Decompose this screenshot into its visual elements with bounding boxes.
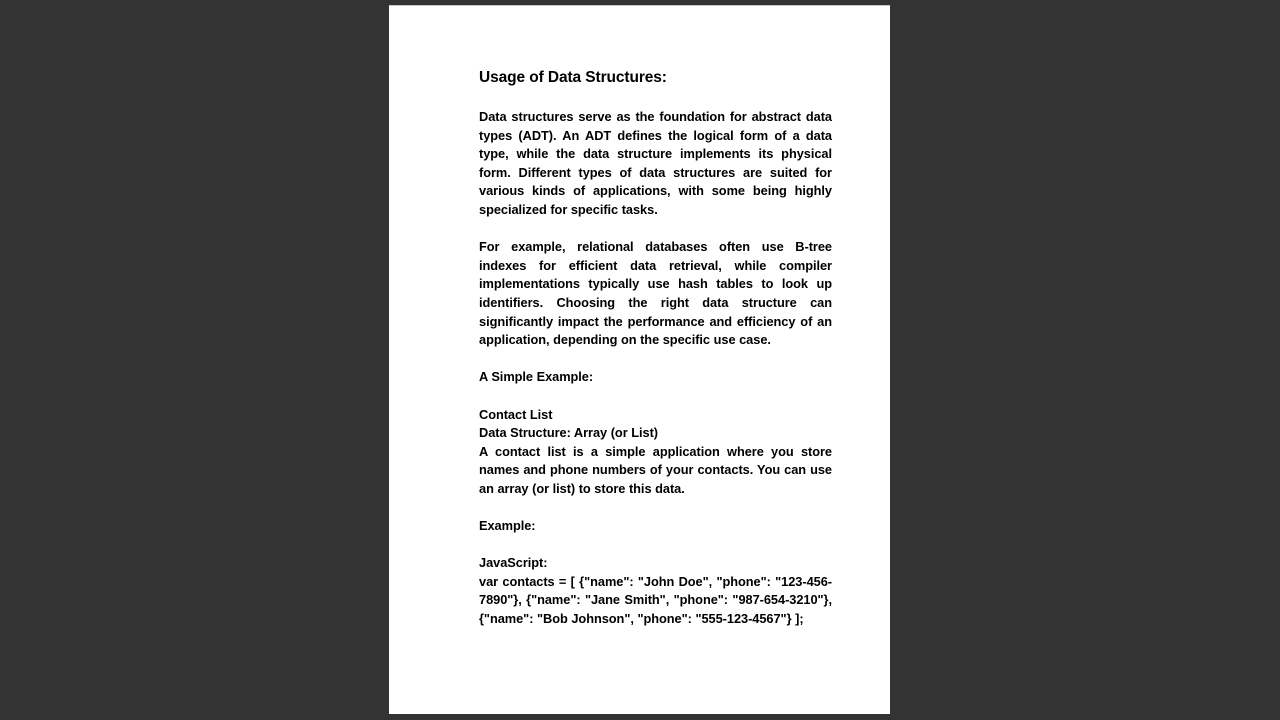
document-page xyxy=(389,5,890,714)
spacer-5 xyxy=(479,536,832,555)
paragraph-intro: Data structures serve as the foundation for abstract data types (ADT). An ADT defines the logical form of a data type, while the data structure implements its physical form. Different types of data structures are suited for various kinds of applications, with some being highly specialized for specific tasks. xyxy=(479,109,832,217)
spacer-2 xyxy=(479,350,832,369)
heading-contact-list: Contact List xyxy=(479,406,553,422)
page-title: Usage of Data Structures: xyxy=(479,69,667,86)
label-javascript: JavaScript: xyxy=(479,555,548,571)
spacer-4 xyxy=(479,498,832,517)
line-data-structure: Data Structure: Array (or List) xyxy=(479,425,658,441)
spacer-after-title xyxy=(479,88,832,108)
spacer-1 xyxy=(479,220,832,239)
paragraph-contact-list-description: A contact list is a simple application where you store names and phone numbers of your contacts. You can use an array (or list) to store this data. xyxy=(479,443,832,496)
heading-example: Example: xyxy=(479,518,536,534)
page-content xyxy=(479,68,832,629)
paragraph-examples: For example, relational databases often use B-tree indexes for efficient data retrieval, while compiler implementations typically use hash tables to look up identifiers. Choosing the right data structure can significantly impact the performance and efficiency of an application, depending on the specific use case. xyxy=(479,239,832,348)
spacer-3 xyxy=(479,387,832,406)
heading-simple-example: A Simple Example: xyxy=(479,369,594,385)
code-snippet-contacts: var contacts = [ {"name": "John Doe", "phone": "123-456-7890"}, {"name": "Jane Smith", "phone": "987-654-3210"}, {"name": "Bob Johnson", "phone": "555-123-4567"} ]; xyxy=(479,573,832,627)
